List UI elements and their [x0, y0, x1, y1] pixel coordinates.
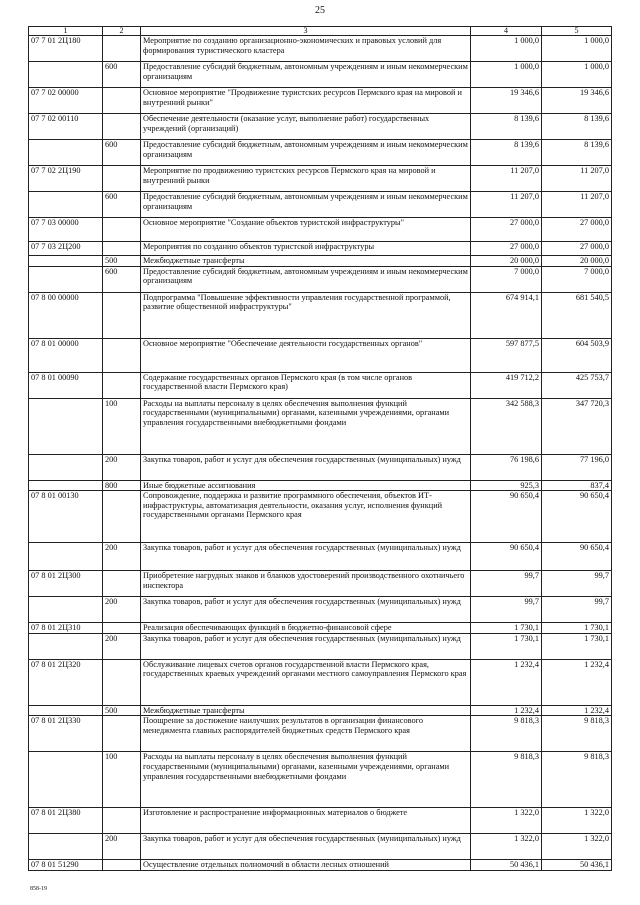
row-amount-year2-cell: 9 818,3 [542, 752, 612, 808]
row-expense-type-cell: 200 [103, 597, 141, 623]
table-row [29, 266, 612, 292]
row-expense-type-cell: 600 [103, 62, 141, 88]
row-amount-year1-cell: 8 139,6 [471, 114, 542, 140]
row-amount-year2-cell: 90 650,4 [542, 543, 612, 571]
row-code-cell: 07 8 01 00130 [29, 491, 103, 543]
row-amount-year2-cell: 27 000,0 [542, 242, 612, 256]
row-expense-type-cell: 100 [103, 752, 141, 808]
row-code-cell [29, 140, 103, 166]
row-expense-type-cell: 500 [103, 705, 141, 716]
row-amount-year2-cell: 1 322,0 [542, 808, 612, 834]
row-expense-type-cell: 200 [103, 834, 141, 860]
row-code-cell [29, 454, 103, 480]
table-body [29, 36, 612, 871]
table-row [29, 242, 612, 256]
row-amount-year2-cell: 11 207,0 [542, 192, 612, 218]
row-amount-year2-cell: 19 346,6 [542, 88, 612, 114]
row-expense-type-cell: 500 [103, 256, 141, 267]
row-name-cell: Межбюджетные трансферты [141, 256, 471, 267]
row-amount-year2-cell: 7 000,0 [542, 266, 612, 292]
row-name-cell: Изготовление и распространение информационных материалов о бюджете [141, 808, 471, 834]
table-row [29, 192, 612, 218]
table-row [29, 454, 612, 480]
header-col-2: 2 [103, 27, 141, 36]
row-amount-year1-cell: 1 232,4 [471, 705, 542, 716]
row-code-cell: 07 8 01 2Ц380 [29, 808, 103, 834]
row-expense-type-cell: 600 [103, 192, 141, 218]
row-name-cell: Закупка товаров, работ и услуг для обеспечения государственных (муниципальных) нужд [141, 597, 471, 623]
row-code-cell: 07 8 01 2Ц300 [29, 571, 103, 597]
row-code-cell [29, 256, 103, 267]
row-amount-year1-cell: 7 000,0 [471, 266, 542, 292]
row-amount-year1-cell: 27 000,0 [471, 218, 542, 242]
row-amount-year1-cell: 27 000,0 [471, 242, 542, 256]
row-name-cell: Обеспечение деятельности (оказание услуг, выполнение работ) государственных учреждений (организаций) [141, 114, 471, 140]
row-amount-year2-cell: 1 730,1 [542, 633, 612, 659]
table-row [29, 372, 612, 398]
row-amount-year1-cell: 419 712,2 [471, 372, 542, 398]
row-name-cell: Мероприятие по продвижению туристских ресурсов Пермского края на мировой и внутренний рынки [141, 166, 471, 192]
page-number: 25 [315, 5, 325, 16]
row-amount-year1-cell: 11 207,0 [471, 192, 542, 218]
row-amount-year2-cell: 9 818,3 [542, 716, 612, 752]
header-col-4: 4 [471, 27, 542, 36]
table-row [29, 338, 612, 372]
row-code-cell: 07 7 02 00000 [29, 88, 103, 114]
row-expense-type-cell [103, 114, 141, 140]
row-amount-year1-cell: 342 588,3 [471, 398, 542, 454]
table-row [29, 480, 612, 491]
row-amount-year2-cell: 8 139,6 [542, 114, 612, 140]
table-row [29, 716, 612, 752]
row-code-cell [29, 192, 103, 218]
row-amount-year1-cell: 99,7 [471, 571, 542, 597]
row-amount-year1-cell: 99,7 [471, 597, 542, 623]
row-amount-year1-cell: 90 650,4 [471, 491, 542, 543]
row-code-cell: 07 7 03 00000 [29, 218, 103, 242]
row-code-cell: 07 8 01 2Ц310 [29, 623, 103, 634]
row-amount-year2-cell: 90 650,4 [542, 491, 612, 543]
table-row [29, 571, 612, 597]
row-code-cell: 07 7 02 00110 [29, 114, 103, 140]
table-row [29, 860, 612, 871]
table-row [29, 36, 612, 62]
row-amount-year1-cell: 1 000,0 [471, 62, 542, 88]
row-expense-type-cell: 800 [103, 480, 141, 491]
row-name-cell: Мероприятия по созданию объектов туристской инфраструктуры [141, 242, 471, 256]
row-amount-year2-cell: 837,4 [542, 480, 612, 491]
row-code-cell: 07 8 01 00090 [29, 372, 103, 398]
header-col-5: 5 [542, 27, 612, 36]
row-code-cell: 07 7 03 2Ц200 [29, 242, 103, 256]
row-code-cell [29, 398, 103, 454]
row-name-cell: Межбюджетные трансферты [141, 705, 471, 716]
row-name-cell: Предоставление субсидий бюджетным, автономным учреждениям и иным некоммерческим организациям [141, 266, 471, 292]
row-expense-type-cell: 200 [103, 543, 141, 571]
row-code-cell [29, 705, 103, 716]
row-code-cell: 07 7 02 2Ц190 [29, 166, 103, 192]
row-code-cell [29, 752, 103, 808]
row-expense-type-cell: 200 [103, 454, 141, 480]
row-name-cell: Сопровождение, поддержка и развитие программного обеспечения, объектов ИТ-инфраструктуры, автоматизация деятельности, оказания услуг, исполнения функций государственными органами Пермского края [141, 491, 471, 543]
table-row [29, 140, 612, 166]
row-expense-type-cell [103, 242, 141, 256]
table-row [29, 623, 612, 634]
row-name-cell: Закупка товаров, работ и услуг для обеспечения государственных (муниципальных) нужд [141, 633, 471, 659]
table-row [29, 62, 612, 88]
row-name-cell: Обслуживание лицевых счетов органов государственной власти Пермского края, государственных краевых учреждений органами местного самоуправления Пермского края [141, 659, 471, 705]
row-name-cell: Расходы на выплаты персоналу в целях обеспечения выполнения функций государственными (муниципальными) органами, казенными учреждениями, органами управления государственными внебюджетными фондами [141, 752, 471, 808]
row-amount-year1-cell: 1 730,1 [471, 623, 542, 634]
row-expense-type-cell [103, 338, 141, 372]
row-code-cell: 07 8 00 00000 [29, 292, 103, 338]
header-col-3: 3 [141, 27, 471, 36]
row-amount-year2-cell: 1 232,4 [542, 705, 612, 716]
row-name-cell: Осуществление отдельных полномочий в области лесных отношений [141, 860, 471, 871]
table-row [29, 88, 612, 114]
row-amount-year1-cell: 674 914,1 [471, 292, 542, 338]
row-amount-year1-cell: 1 000,0 [471, 36, 542, 62]
table-row [29, 808, 612, 834]
row-name-cell: Мероприятие по созданию организационно-экономических и правовых условий для формирования туристического кластера [141, 36, 471, 62]
row-code-cell [29, 480, 103, 491]
row-amount-year1-cell: 1 322,0 [471, 834, 542, 860]
row-expense-type-cell: 600 [103, 140, 141, 166]
row-expense-type-cell [103, 860, 141, 871]
row-amount-year1-cell: 20 000,0 [471, 256, 542, 267]
row-expense-type-cell [103, 659, 141, 705]
row-name-cell: Поощрение за достижение наилучших результатов в организации финансового менеджмента главных распорядителей бюджетных средств Пермского края [141, 716, 471, 752]
row-name-cell: Предоставление субсидий бюджетным, автономным учреждениям и иным некоммерческим организациям [141, 192, 471, 218]
table-row [29, 398, 612, 454]
row-name-cell: Закупка товаров, работ и услуг для обеспечения государственных (муниципальных) нужд [141, 834, 471, 860]
row-code-cell: 07 8 01 2Ц320 [29, 659, 103, 705]
table-row [29, 543, 612, 571]
row-amount-year2-cell: 681 540,5 [542, 292, 612, 338]
row-code-cell [29, 597, 103, 623]
row-amount-year1-cell: 1 730,1 [471, 633, 542, 659]
table-row [29, 256, 612, 267]
row-expense-type-cell [103, 292, 141, 338]
row-amount-year1-cell: 76 198,6 [471, 454, 542, 480]
row-expense-type-cell: 200 [103, 633, 141, 659]
row-code-cell [29, 633, 103, 659]
row-amount-year2-cell: 8 139,6 [542, 140, 612, 166]
row-code-cell: 07 8 01 00000 [29, 338, 103, 372]
row-expense-type-cell [103, 166, 141, 192]
row-amount-year2-cell: 50 436,1 [542, 860, 612, 871]
table-row [29, 659, 612, 705]
row-amount-year2-cell: 1 322,0 [542, 834, 612, 860]
row-amount-year1-cell: 597 877,5 [471, 338, 542, 372]
row-expense-type-cell [103, 88, 141, 114]
row-code-cell [29, 62, 103, 88]
row-name-cell: Предоставление субсидий бюджетным, автономным учреждениям и иным некоммерческим организациям [141, 62, 471, 88]
row-amount-year2-cell: 20 000,0 [542, 256, 612, 267]
row-name-cell: Реализация обеспечивающих функций в бюджетно-финансовой сфере [141, 623, 471, 634]
row-expense-type-cell: 100 [103, 398, 141, 454]
row-code-cell [29, 543, 103, 571]
table-row [29, 752, 612, 808]
row-amount-year2-cell: 1 730,1 [542, 623, 612, 634]
row-name-cell: Закупка товаров, работ и услуг для обеспечения государственных (муниципальных) нужд [141, 543, 471, 571]
row-amount-year2-cell: 99,7 [542, 597, 612, 623]
row-name-cell: Содержание государственных органов Пермского края (в том числе органов государственной власти Пермского края) [141, 372, 471, 398]
row-amount-year1-cell: 9 818,3 [471, 752, 542, 808]
row-amount-year1-cell: 50 436,1 [471, 860, 542, 871]
row-expense-type-cell [103, 491, 141, 543]
row-amount-year2-cell: 77 196,0 [542, 454, 612, 480]
table-header-row [29, 27, 612, 36]
row-amount-year1-cell: 925,3 [471, 480, 542, 491]
table-row [29, 705, 612, 716]
row-code-cell [29, 266, 103, 292]
row-amount-year1-cell: 19 346,6 [471, 88, 542, 114]
row-expense-type-cell: 600 [103, 266, 141, 292]
row-code-cell: 07 7 01 2Ц180 [29, 36, 103, 62]
row-expense-type-cell [103, 623, 141, 634]
row-name-cell: Расходы на выплаты персоналу в целях обеспечения выполнения функций государственными (муниципальными) органами, казенными учреждениями, органами управления государственными внебюджетными фондами [141, 398, 471, 454]
row-amount-year1-cell: 8 139,6 [471, 140, 542, 166]
budget-table [28, 26, 612, 871]
row-code-cell [29, 834, 103, 860]
row-amount-year2-cell: 425 753,7 [542, 372, 612, 398]
row-name-cell: Предоставление субсидий бюджетным, автономным учреждениям и иным некоммерческим организациям [141, 140, 471, 166]
table-row [29, 597, 612, 623]
row-expense-type-cell [103, 372, 141, 398]
table-row [29, 166, 612, 192]
table-row [29, 491, 612, 543]
row-name-cell: Закупка товаров, работ и услуг для обеспечения государственных (муниципальных) нужд [141, 454, 471, 480]
table-row [29, 114, 612, 140]
row-expense-type-cell [103, 36, 141, 62]
row-amount-year2-cell: 1 232,4 [542, 659, 612, 705]
row-expense-type-cell [103, 808, 141, 834]
row-code-cell: 07 8 01 51290 [29, 860, 103, 871]
row-amount-year2-cell: 99,7 [542, 571, 612, 597]
footer-code: 858-19 [30, 886, 47, 892]
row-amount-year1-cell: 9 818,3 [471, 716, 542, 752]
row-amount-year1-cell: 1 232,4 [471, 659, 542, 705]
row-amount-year2-cell: 11 207,0 [542, 166, 612, 192]
row-name-cell: Иные бюджетные ассигнования [141, 480, 471, 491]
row-name-cell: Приобретение нагрудных знаков и бланков удостоверений производственного охотничьего инспектора [141, 571, 471, 597]
table-row [29, 218, 612, 242]
row-amount-year2-cell: 604 503,9 [542, 338, 612, 372]
header-col-1: 1 [29, 27, 103, 36]
row-amount-year1-cell: 11 207,0 [471, 166, 542, 192]
row-amount-year1-cell: 1 322,0 [471, 808, 542, 834]
table-row [29, 292, 612, 338]
row-code-cell: 07 8 01 2Ц330 [29, 716, 103, 752]
row-name-cell: Основное мероприятие "Обеспечение деятельности государственных органов" [141, 338, 471, 372]
row-name-cell: Основное мероприятие "Продвижение туристских ресурсов Пермского края на мировой и внутренний рынки" [141, 88, 471, 114]
row-expense-type-cell [103, 571, 141, 597]
row-name-cell: Основное мероприятие "Создание объектов туристской инфраструктуры" [141, 218, 471, 242]
row-amount-year2-cell: 27 000,0 [542, 218, 612, 242]
table-row [29, 633, 612, 659]
row-name-cell: Подпрограмма "Повышение эффективности управления государственной программой, развитие общественной инфраструктуры" [141, 292, 471, 338]
row-amount-year2-cell: 1 000,0 [542, 62, 612, 88]
row-expense-type-cell [103, 218, 141, 242]
row-amount-year1-cell: 90 650,4 [471, 543, 542, 571]
row-amount-year2-cell: 347 720,3 [542, 398, 612, 454]
row-amount-year2-cell: 1 000,0 [542, 36, 612, 62]
row-expense-type-cell [103, 716, 141, 752]
table-row [29, 834, 612, 860]
